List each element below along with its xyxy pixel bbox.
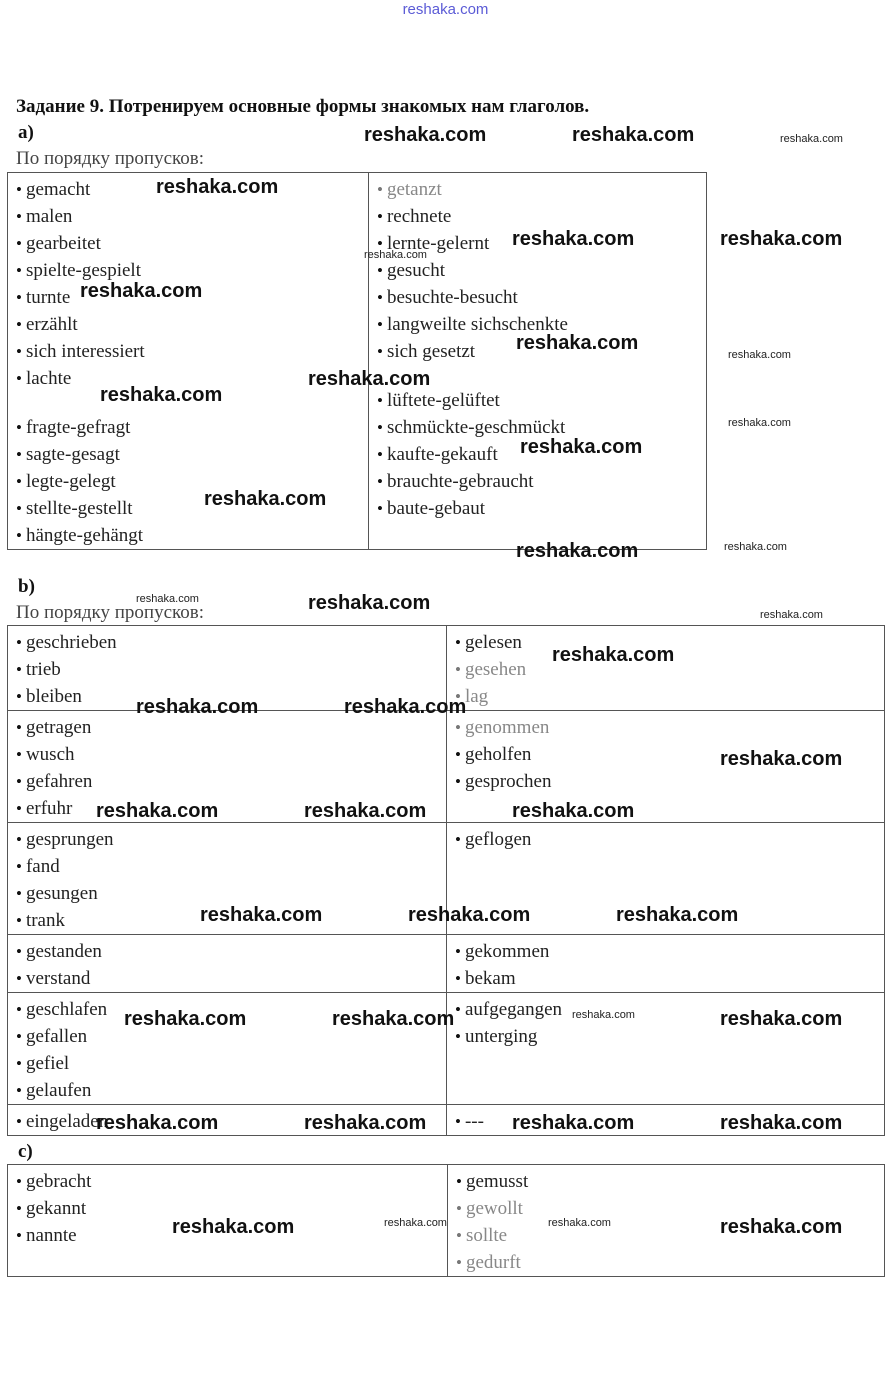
watermark: reshaka.com: [172, 1216, 295, 1238]
list-item: • geholfen: [455, 741, 884, 768]
list-item: • gesucht: [377, 257, 706, 284]
list-item: • bekam: [455, 965, 884, 992]
watermark: reshaka.com: [96, 1112, 219, 1134]
list-item: • getragen: [16, 714, 446, 741]
watermark: reshaka.com: [572, 124, 695, 146]
watermark: reshaka.com: [308, 592, 431, 614]
list-item: • sollte: [456, 1222, 884, 1249]
watermark: reshaka.com: [136, 593, 199, 605]
list-item: • genommen: [455, 714, 884, 741]
list-item: • hängte-gehängt: [16, 522, 368, 549]
watermark: reshaka.com: [96, 800, 219, 822]
list-item: • geschrieben: [16, 629, 446, 656]
list-item: • bleiben: [16, 683, 446, 710]
list-item: • baute-gebaut: [377, 495, 706, 522]
list-item: • lag: [455, 683, 884, 710]
list-item: • gefahren: [16, 768, 446, 795]
watermark: reshaka.com: [304, 1112, 427, 1134]
list-item: • sich interessiert: [16, 338, 368, 365]
watermark: reshaka.com: [720, 1216, 843, 1238]
list-item: • unterging: [455, 1023, 884, 1050]
watermark: reshaka.com: [100, 384, 223, 406]
list-item: • gesehen: [455, 656, 884, 683]
list-item: • gelaufen: [16, 1077, 446, 1104]
list-item: • langweilte sichschenkte: [377, 311, 706, 338]
watermark: reshaka.com: [720, 748, 843, 770]
watermark: reshaka.com: [384, 1217, 447, 1229]
watermark: reshaka.com: [552, 644, 675, 666]
list-item: • geschlafen: [16, 996, 446, 1023]
part-a-letter: а): [18, 122, 34, 143]
list-item: • gefiel: [16, 1050, 446, 1077]
watermark: reshaka.com: [724, 541, 787, 553]
list-item: • gesprungen: [16, 826, 446, 853]
list-item: • erfuhr: [16, 795, 446, 822]
watermark: reshaka.com: [516, 540, 639, 562]
list-item: • gewollt: [456, 1195, 884, 1222]
watermark: reshaka.com: [616, 904, 739, 926]
watermark: reshaka.com: [308, 368, 431, 390]
list-item: • legte-gelegt: [16, 468, 368, 495]
list-item: • gekannt: [16, 1195, 447, 1222]
watermark: reshaka.com: [720, 228, 843, 250]
watermark: reshaka.com: [124, 1008, 247, 1030]
list-item: • gekommen: [455, 938, 884, 965]
watermark: reshaka.com: [156, 176, 279, 198]
part-b-letter: b): [18, 576, 35, 597]
list-item: • besuchte-besucht: [377, 284, 706, 311]
watermark: reshaka.com: [512, 1112, 635, 1134]
list-item: • rechnete: [377, 203, 706, 230]
list-item: • aufgegangen: [455, 996, 884, 1023]
part-b-order-note: По порядку пропусков:: [16, 602, 205, 623]
list-item: • lachte: [16, 365, 368, 392]
list-item: • gefallen: [16, 1023, 446, 1050]
watermark: reshaka.com: [720, 1008, 843, 1030]
list-item: • gesungen: [16, 880, 446, 907]
list-item: • kaufte-gekauft: [377, 441, 706, 468]
watermark: reshaka.com: [720, 1112, 843, 1134]
watermark: reshaka.com: [728, 349, 791, 361]
list-item: • geflogen: [455, 826, 884, 853]
watermark: reshaka.com: [304, 800, 427, 822]
task-title: Задание 9. Потренируем основные формы знакомых нам глаголов.: [16, 96, 590, 117]
list-item: • wusch: [16, 741, 446, 768]
watermark: reshaka.com: [200, 904, 323, 926]
watermark: reshaka.com: [512, 800, 635, 822]
watermark: reshaka.com: [548, 1217, 611, 1229]
list-item: • spielte-gespielt: [16, 257, 368, 284]
list-item: • gedurft: [456, 1249, 884, 1276]
watermark: reshaka.com: [80, 280, 203, 302]
watermark: reshaka.com: [408, 904, 531, 926]
list-item: • gemacht: [16, 176, 368, 203]
list-item: • malen: [16, 203, 368, 230]
watermark: reshaka.com: [728, 417, 791, 429]
watermark: reshaka.com: [520, 436, 643, 458]
list-item: • lüftete-gelüftet: [377, 387, 706, 414]
list-item: • gebracht: [16, 1168, 447, 1195]
list-item: • fand: [16, 853, 446, 880]
list-item: • gearbeitet: [16, 230, 368, 257]
list-item: • schmückte-geschmückt: [377, 414, 706, 441]
watermark: reshaka.com: [204, 488, 327, 510]
list-item: • verstand: [16, 965, 446, 992]
list-item: • sagte-gesagt: [16, 441, 368, 468]
list-item: • turnte: [16, 284, 368, 311]
watermark: reshaka.com: [364, 124, 487, 146]
list-item: • lernte-gelernt: [377, 230, 706, 257]
site-link[interactable]: reshaka.com: [402, 1, 489, 18]
list-item: • sich gesetzt: [377, 338, 706, 365]
list-item: • gemusst: [456, 1168, 884, 1195]
list-item: • eingeladen: [16, 1108, 446, 1135]
watermark: reshaka.com: [516, 332, 639, 354]
list-item: • trank: [16, 907, 446, 934]
list-item: • erzählt: [16, 311, 368, 338]
list-item: • brauchte-gebraucht: [377, 468, 706, 495]
list-item: • gestanden: [16, 938, 446, 965]
part-b-left-cell: [8, 935, 447, 993]
watermark: reshaka.com: [364, 249, 427, 261]
list-item: • fragte-gefragt: [16, 414, 368, 441]
part-b-right-cell: [447, 935, 885, 993]
list-item: • nannte: [16, 1222, 447, 1249]
watermark: reshaka.com: [344, 696, 467, 718]
list-item: • ---: [455, 1108, 884, 1135]
list-item: • trieb: [16, 656, 446, 683]
part-b-right-cell: [447, 626, 885, 711]
list-item: • getanzt: [377, 176, 706, 203]
part-c-letter: c): [18, 1141, 33, 1162]
watermark: reshaka.com: [512, 228, 635, 250]
part-a-order-note: По порядку пропусков:: [16, 148, 205, 169]
list-item: • gesprochen: [455, 768, 884, 795]
list-item: • gelesen: [455, 629, 884, 656]
watermark: reshaka.com: [760, 609, 823, 621]
watermark: reshaka.com: [136, 696, 259, 718]
watermark: reshaka.com: [332, 1008, 455, 1030]
watermark: reshaka.com: [572, 1009, 635, 1021]
list-item: • stellte-gestellt: [16, 495, 368, 522]
watermark: reshaka.com: [780, 133, 843, 145]
